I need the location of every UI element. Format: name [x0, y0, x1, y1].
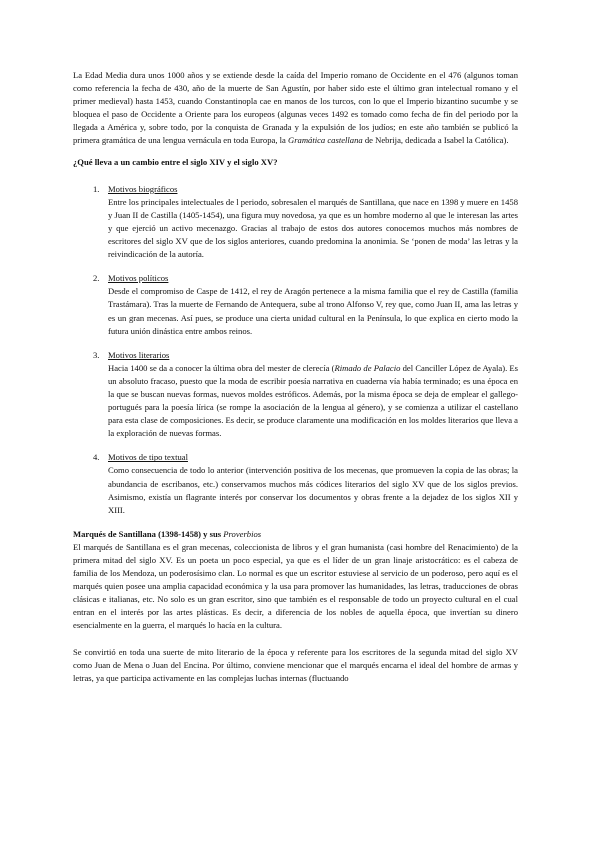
list-number: 4.	[93, 452, 100, 463]
intro-text-1: La Edad Media dura unos 1000 años y se extiende desde la caída del Imperio romano de Occidente en el 476 (algunos toman como referencia la fecha de 430, año de la muerte de San Agustín, por haber sido este el último gran intelectual romano y el primer medieval) hasta 1453, cuando Constantinopla cae en manos de los turcos, con lo que el Imperio bizantino sucumbe y se bloquea el paso de Occidente a Oriente para los europeos (algunas veces 1492 es tomado como fecha de fin del periodo por la llegada a América y, sobre todo, por la conquista de Granada y la expulsión de los judíos; en este año también se publicó la primera gramática de una lengua vernácula en toda Europa, la	[73, 70, 518, 146]
section-heading-italic: Proverbios	[223, 528, 262, 539]
motive-title: Motivos de tipo textual	[108, 452, 188, 463]
motive-title: Motivos biográficos	[108, 183, 178, 194]
motive-title: Motivos literarios	[108, 349, 170, 360]
section-heading	[73, 528, 518, 541]
motive-italic-title: Rimado de Palacio	[334, 362, 401, 373]
motive-item-textual	[73, 451, 518, 516]
section-paragraph-1: El marqués de Santillana es el gran mecenas, coleccionista de libros y el gran humanista (casi hombre del Renacimiento) de la primera mitad del siglo XV. Es un poeta un poco especial, ya que es el líder de un gran linaje aristocrático: es el cabeza de familia de los Mendoza, un poderosísimo clan. Lo normal es que un escritor estuviese al servicio de un poderoso, pero aquí es el marqués quien posee una amplia capacidad económica y la usa para promover las humanidades, las letras, traducciones de obras clásicas e italianas, etc. No solo es un gran escritor, sino que también es el responsable de todo un proyecto cultural en el cual entran en el interés por las artes plásticas. Es decir, a diferencia de los nobles de aquella época, que invertían su dinero esencialmente en la guerra, el marqués lo hacía en la cultura.	[73, 541, 518, 631]
motive-item-biograficos	[73, 183, 518, 262]
list-number: 3.	[93, 349, 100, 360]
intro-paragraph	[73, 69, 518, 148]
list-number: 2.	[93, 273, 100, 284]
list-number: 1.	[93, 183, 100, 194]
motive-text-2: del Canciller López de Ayala). Es un absoluto fracaso, puesto que la moda de escribir poesía narrativa en cuaderna vía había terminado; es una época en la que se buscan nuevas formas, nuevos moldes estróficos. Además, por la misma época se deja de emplear el gallego-portugués para la poesía lírica (se rompe la asociación de la lengua al género), y se comienza a utilizar el castellano para esta clase de composiciones. Es decir, se produce claramente una modificación en los moldes literarios que lleva a la exploración de nuevas formas.	[108, 362, 519, 439]
question-heading: ¿Qué lleva a un cambio entre el siglo XIV y el siglo XV?	[73, 156, 278, 167]
motive-text-1: Hacia 1400 se da a conocer la última obra del mester de clerecía (	[108, 362, 335, 373]
motive-title: Motivos políticos	[108, 273, 169, 284]
motives-list	[73, 183, 518, 517]
section-heading-bold: Marqués de Santillana (1398-1458) y sus	[73, 528, 224, 539]
intro-text-2: de Nebrija, dedicada a Isabel la Católica).	[362, 135, 509, 146]
intro-italic-title: Gramática castellana	[287, 135, 363, 146]
motive-text: Entre los principales intelectuales de l periodo, sobresalen el marqués de Santillana, que nace en 1398 y muere en 1458 y Juan II de Castilla (1405-1454), una figura muy novedosa, ya que es un hombre moderno al que le interesan las artes y que ejerció un activo mecenazgo. Gracias al trabajo de estos dos autores conocemos muchos más nombres de escritores del siglo XV que de los siglos anteriores, cuando predomina la anonimia. Se ‘ponen de moda’ las letras y la reivindicación de la autoría.	[108, 196, 518, 260]
motive-text: Desde el compromiso de Caspe de 1412, el rey de Aragón pertenece a la misma familia que el rey de Castilla (familia Trastámara). Tras la muerte de Fernando de Antequera, sube al trono Alfonso V, rey que, como Juan II, ama las letras y es un gran mecenas. Así pues, se produce una cierta unidad cultural en la Península, lo que explica en cierto modo la futura unión dinástica entre ambos reinos.	[108, 286, 518, 336]
motive-text: Como consecuencia de todo lo anterior (intervención positiva de los mecenas, que promueven la copia de las obras; la abundancia de escribanos, etc.) conservamos muchos más códices literarios del siglo XV que de los siglos previos. Asimismo, existía un flagrante interés por conservar los documentos y obras frente a la dejadez de los siglos XII y XIII.	[108, 465, 518, 515]
motive-item-politicos	[73, 272, 518, 337]
section-paragraph-2: Se convirtió en toda una suerte de mito literario de la época y referente para los escritores de la segunda mitad del siglo XV como Juan de Mena o Juan del Encina. Por último, conviene mencionar que el marqués encarna el ideal del hombre de armas y letras, ya que participa activamente en las complejas luchas internas (fluctuando	[73, 646, 518, 683]
motive-item-literarios	[73, 349, 518, 441]
